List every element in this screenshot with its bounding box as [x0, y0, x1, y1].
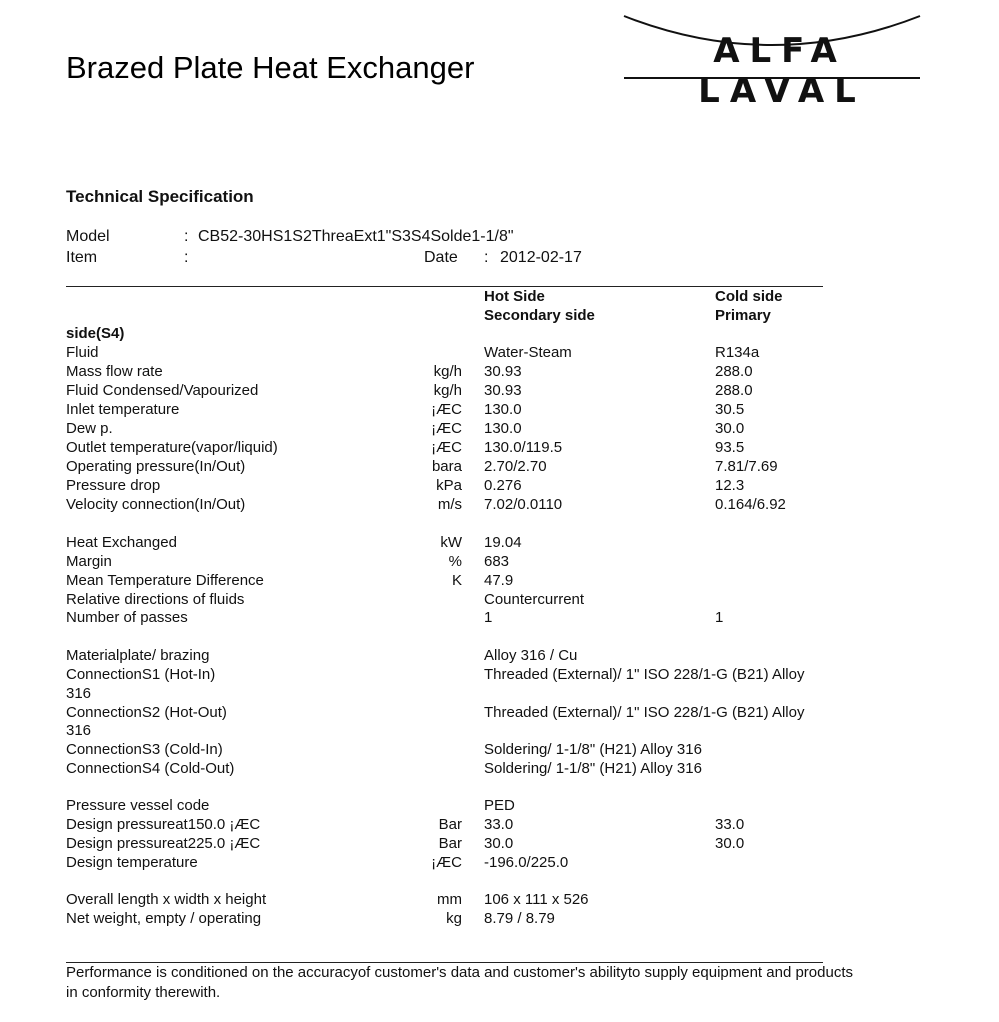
table-row — [66, 400, 866, 419]
row-unit: % — [448, 553, 462, 570]
table-row — [66, 834, 866, 853]
row-hot-value: 130.0 — [484, 401, 522, 418]
table-row — [66, 419, 866, 438]
row-unit: kg/h — [433, 382, 462, 399]
date-separator: : — [484, 249, 489, 266]
row-hot-value: Threaded (External)/ 1" ISO 228/1-G (B21) Alloy — [484, 704, 805, 721]
row-unit: ¡ÆC — [431, 854, 462, 871]
row-hot-value: 19.04 — [484, 534, 522, 551]
row-label: Mean Temperature Difference — [66, 572, 264, 589]
row-label: Velocity connection(In/Out) — [66, 496, 246, 513]
row-unit: kW — [440, 534, 462, 551]
hot-side-header: Hot Side — [484, 288, 545, 305]
row-unit: kg/h — [433, 363, 462, 380]
row-cold-value: R134a — [715, 344, 760, 361]
hot-side-subheader: Secondary side — [484, 307, 595, 324]
date-label: Date — [424, 249, 458, 266]
page-title: Brazed Plate Heat Exchanger — [66, 50, 475, 85]
table-row — [66, 362, 866, 381]
logo-line1: ALFA — [713, 31, 847, 71]
row-hot-value: 30.93 — [484, 363, 522, 380]
row-label: Design temperature — [66, 854, 198, 871]
table-row — [66, 438, 866, 457]
row-cold-value: 1 — [715, 609, 724, 626]
logo-line2: LAVAL — [698, 71, 866, 106]
table-row — [66, 890, 866, 909]
row-label: Net weight, empty / operating — [66, 910, 262, 927]
row-hot-value: 30.0 — [484, 835, 514, 852]
row-label: 316 — [66, 685, 92, 702]
table-row — [66, 533, 866, 552]
row-label: Operating pressure(In/Out) — [66, 458, 246, 475]
row-unit: K — [451, 572, 462, 589]
table-row — [66, 684, 866, 703]
row-label: ConnectionS3 (Cold-In) — [66, 741, 223, 758]
row-label: Fluid Condensed/Vapourized — [66, 382, 259, 399]
table-row — [66, 759, 866, 778]
table-row — [66, 796, 866, 815]
row-unit: kPa — [436, 477, 462, 494]
row-hot-value: 2.70/2.70 — [484, 458, 547, 475]
row-hot-value: Threaded (External)/ 1" ISO 228/1-G (B21) Alloy — [484, 666, 805, 683]
row-hot-value: Soldering/ 1-1/8" (H21) Alloy 316 — [484, 760, 702, 777]
table-row — [66, 646, 866, 665]
row-hot-value: 7.02/0.0110 — [484, 496, 563, 513]
table-row — [66, 665, 866, 684]
table-row — [66, 815, 866, 834]
row-hot-value: 1 — [484, 609, 493, 626]
row-cold-value: 30.0 — [715, 420, 745, 437]
table-row — [66, 457, 866, 476]
date-value: 2012-02-17 — [500, 249, 582, 266]
row-hot-value: 130.0/119.5 — [484, 439, 563, 456]
row-unit: mm — [437, 891, 462, 908]
row-hot-value: 683 — [484, 553, 510, 570]
row-cold-value: 0.164/6.92 — [715, 496, 786, 513]
row-cold-value: 12.3 — [715, 477, 745, 494]
row-label: Materialplate/ brazing — [66, 647, 210, 664]
row-hot-value: 0.276 — [484, 477, 522, 494]
row-unit: m/s — [437, 496, 462, 513]
row-hot-value: PED — [484, 797, 515, 814]
row-label: Relative directions of fluids — [66, 591, 245, 608]
row-label: Overall length x width x height — [66, 891, 267, 908]
cold-side-header: Cold side — [715, 288, 783, 305]
row-cold-value: 30.5 — [715, 401, 745, 418]
row-label: 316 — [66, 722, 92, 739]
row-label: Fluid — [66, 344, 99, 361]
cold-side-subheader: Primary — [715, 307, 771, 324]
row-cold-value: 288.0 — [715, 382, 753, 399]
footer-disclaimer: Performance is conditioned on the accuracyof customer's data and customer's abilityto supply equipment and products in conformity therewith. — [66, 964, 853, 1001]
row-label: Design pressureat150.0 ¡ÆC — [66, 816, 261, 833]
row-label: Number of passes — [66, 609, 188, 626]
row-unit: bara — [431, 458, 462, 475]
row-hot-value: Countercurrent — [484, 591, 585, 608]
row-hot-value: 106 x 111 x 526 — [484, 891, 589, 908]
row-label: side(S4) — [66, 325, 125, 342]
row-cold-value: 33.0 — [715, 816, 745, 833]
row-hot-value: 47.9 — [484, 572, 514, 589]
row-unit: Bar — [438, 835, 462, 852]
row-unit: ¡ÆC — [431, 401, 462, 418]
row-label: Outlet temperature(vapor/liquid) — [66, 439, 278, 456]
table-row — [66, 343, 866, 362]
table-row — [66, 909, 866, 928]
table-row — [66, 590, 866, 609]
row-label: Heat Exchanged — [66, 534, 177, 551]
row-cold-value: 288.0 — [715, 363, 753, 380]
row-hot-value: Alloy 316 / Cu — [484, 647, 578, 664]
item-label: Item — [66, 249, 98, 266]
row-label: Pressure drop — [66, 477, 161, 494]
row-label: Inlet temperature — [66, 401, 180, 418]
row-unit: kg — [446, 910, 462, 927]
row-unit: ¡ÆC — [431, 420, 462, 437]
model-label: Model — [66, 228, 110, 245]
row-cold-value: 93.5 — [715, 439, 745, 456]
alfa-laval-logo — [622, 14, 922, 106]
table-row — [66, 495, 866, 514]
model-value: CB52-30HS1S2ThreaExt1"S3S4Solde1-1/8" — [198, 228, 514, 245]
row-unit: Bar — [438, 816, 462, 833]
table-row — [66, 703, 866, 722]
row-cold-value: 7.81/7.69 — [715, 458, 778, 475]
table-row — [66, 608, 866, 627]
item-separator: : — [184, 249, 189, 266]
row-hot-value: 8.79 / 8.79 — [484, 910, 555, 927]
table-row — [66, 552, 866, 571]
table-row — [66, 324, 866, 343]
row-label: Margin — [66, 553, 112, 570]
row-label: Pressure vessel code — [66, 797, 210, 814]
row-hot-value: 30.93 — [484, 382, 522, 399]
table-row — [66, 721, 866, 740]
model-separator: : — [184, 228, 189, 245]
top-divider — [66, 286, 823, 287]
row-label: Design pressureat225.0 ¡ÆC — [66, 835, 261, 852]
section-heading: Technical Specification — [66, 187, 254, 206]
row-label: Mass flow rate — [66, 363, 163, 380]
table-row — [66, 571, 866, 590]
row-label: Dew p. — [66, 420, 113, 437]
table-row — [66, 740, 866, 759]
row-label: ConnectionS2 (Hot-Out) — [66, 704, 227, 721]
row-hot-value: 130.0 — [484, 420, 522, 437]
row-unit: ¡ÆC — [431, 439, 462, 456]
row-hot-value: Water-Steam — [484, 344, 572, 361]
row-hot-value: 33.0 — [484, 816, 514, 833]
row-hot-value: -196.0/225.0 — [484, 854, 569, 871]
row-label: ConnectionS1 (Hot-In) — [66, 666, 216, 683]
row-label: ConnectionS4 (Cold-Out) — [66, 760, 235, 777]
table-row — [66, 853, 866, 872]
table-row — [66, 476, 866, 495]
row-cold-value: 30.0 — [715, 835, 745, 852]
table-row — [66, 381, 866, 400]
row-hot-value: Soldering/ 1-1/8" (H21) Alloy 316 — [484, 741, 702, 758]
